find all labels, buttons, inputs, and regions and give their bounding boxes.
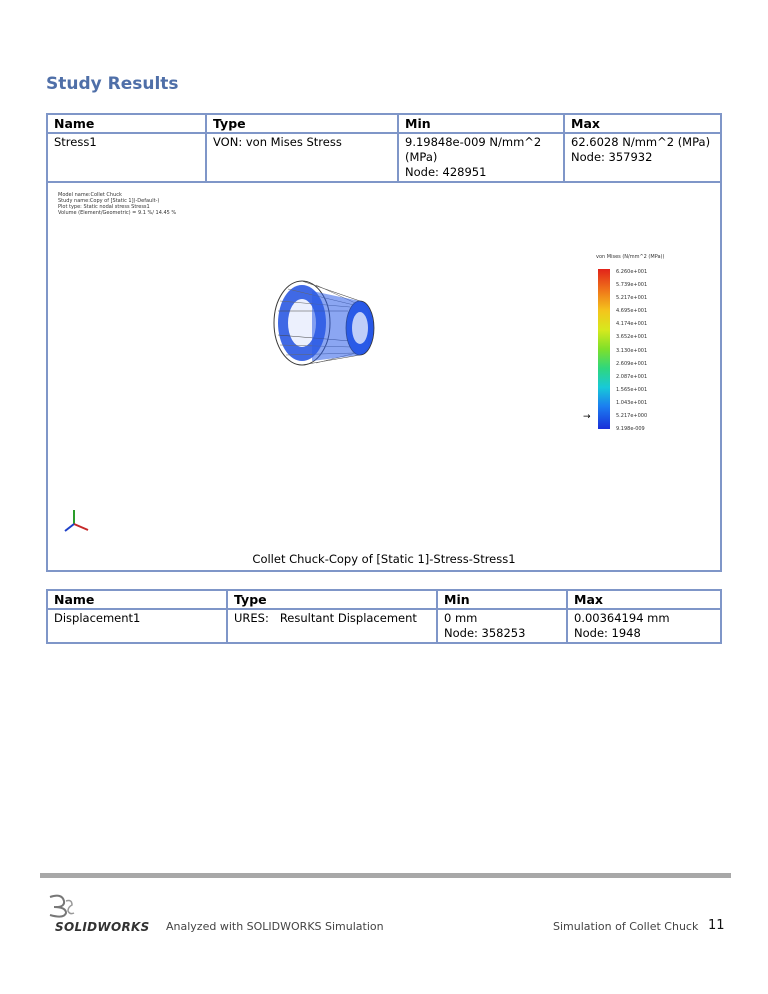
legend-value: 6.260e+001	[616, 269, 648, 275]
stress-colorbar	[598, 269, 610, 429]
displacement-max-cell	[567, 609, 721, 643]
displacement-max-value: 0.00364194 mm	[574, 611, 670, 625]
table-header-row	[47, 590, 721, 609]
stress-type-cell: VON: von Mises Stress	[206, 133, 398, 182]
legend-value: 5.739e+001	[616, 282, 648, 289]
displacement-max-node: Node: 1948	[574, 626, 641, 640]
legend-value: 5.217e+000	[616, 413, 648, 420]
header-min: Min	[398, 114, 564, 133]
collet-chuck-model	[268, 271, 388, 381]
displacement-min-value: 0 mm	[444, 611, 478, 625]
footer-left-text: Analyzed with SOLIDWORKS Simulation	[166, 920, 384, 933]
legend-value: 4.695e+001	[616, 308, 648, 315]
stress-name-cell: Stress1	[47, 133, 206, 182]
stress-min-cell	[398, 133, 564, 182]
header-type: Type	[227, 590, 437, 609]
stress-max-cell	[564, 133, 721, 182]
stress-min-value: 9.19848e-009 N/mm^2	[405, 135, 542, 149]
header-name: Name	[47, 114, 206, 133]
section-title: Study Results	[46, 74, 179, 94]
header-max: Max	[564, 114, 721, 133]
table-row	[47, 133, 721, 182]
displacement-type-cell: URES: Resultant Displacement	[227, 609, 437, 643]
legend-value: 2.087e+001	[616, 373, 648, 380]
header-min: Min	[437, 590, 567, 609]
legend-value: 9.198e-009	[616, 426, 645, 433]
legend-arrow-icon: →	[583, 412, 591, 422]
header-max: Max	[567, 590, 721, 609]
stress-min-node: Node: 428951	[405, 165, 487, 179]
legend-value: 3.652e+001	[616, 334, 648, 341]
legend-value: 1.043e+001	[616, 399, 648, 406]
legend-value: 4.174e+001	[616, 321, 648, 328]
ds-logo-icon	[46, 893, 76, 919]
axis-triad-icon	[62, 506, 92, 536]
solidworks-logo-text: SOLIDWORKS	[55, 920, 150, 934]
footer-divider	[40, 873, 731, 878]
table-header-row	[47, 114, 721, 133]
header-name: Name	[47, 590, 227, 609]
stress-min-unit: (MPa)	[405, 150, 438, 164]
stress-plot	[46, 176, 722, 572]
plot-info-line: Plot type: Static nodal stress Stress1	[58, 204, 150, 210]
legend-value: 1.565e+001	[616, 386, 648, 393]
legend-labels	[616, 266, 647, 436]
legend-title: von Mises (N/mm^2 (MPa))	[596, 254, 665, 260]
plot-caption: Collet Chuck-Copy of [Static 1]-Stress-Stress1	[252, 552, 516, 566]
footer-right-text: Simulation of Collet Chuck	[553, 920, 699, 933]
legend-value: 3.130e+001	[616, 347, 648, 354]
plot-info-line: Study name:Copy of [Static 1](-Default-)	[58, 198, 160, 204]
legend-value: 2.609e+001	[616, 360, 648, 367]
header-type: Type	[206, 114, 398, 133]
displacement-results-table	[46, 589, 722, 644]
stress-max-value: 62.6028 N/mm^2 (MPa)	[571, 135, 711, 149]
table-row	[47, 609, 721, 643]
displacement-min-node: Node: 358253	[444, 626, 526, 640]
plot-info-line: Model name:Collet Chuck	[58, 192, 122, 198]
displacement-min-cell	[437, 609, 567, 643]
stress-max-node: Node: 357932	[571, 150, 653, 164]
plot-info	[58, 192, 176, 216]
displacement-name-cell: Displacement1	[47, 609, 227, 643]
page-number: 11	[708, 918, 725, 933]
plot-info-line: Volume (Element/Geometric) = 9.1 %/ 14.45 %	[58, 210, 177, 216]
legend-value: 5.217e+001	[616, 295, 648, 302]
stress-results-table	[46, 113, 722, 183]
